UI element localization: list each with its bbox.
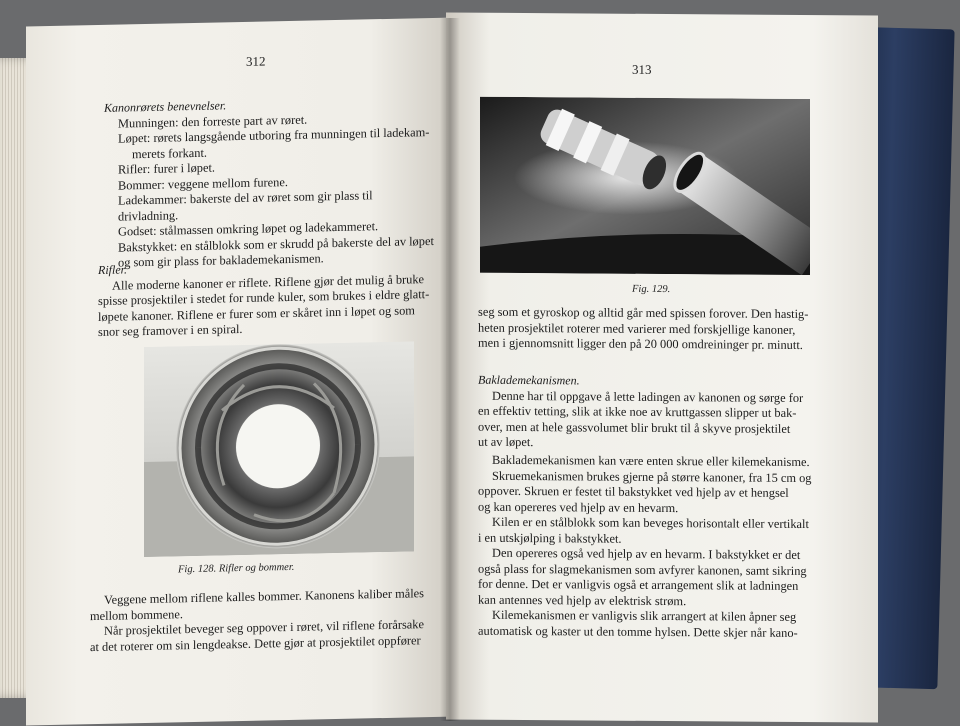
figure-caption-128: Fig. 128. Rifler og bommer. <box>178 561 295 576</box>
paragraph-line: Den opereres også ved hjelp av en hevarm. I bakstykket er det <box>492 545 801 562</box>
definition-line: Løpet: rørets langsgående utboring fra munningen til ladekam- <box>118 125 430 146</box>
paragraph-line: at det roterer om sin lengdeakse. Dette gjør at prosjektilet oppfører <box>90 632 421 654</box>
paragraph-line: over, men at hele gassvolumet blir brukt til å skyve prosjektilet <box>478 419 791 436</box>
gyroskop-paragraph <box>478 305 853 354</box>
rifler-section <box>98 256 438 341</box>
figure-caption-129: Fig. 129. <box>632 283 671 296</box>
paragraph-line: kan antennes ved hjelp av elektrisk strøm. <box>478 592 687 608</box>
kanonror-section <box>104 94 434 271</box>
paragraph-line: oppover. Skruen er festet til bakstykket ved hjelp av et hengsel <box>478 483 789 500</box>
projectile-photo <box>480 97 810 275</box>
definition-line: Rifler: furer i løpet. <box>118 160 216 177</box>
definition-line: Godset: stålmassen omkring løpet og ladekammeret. <box>118 219 379 239</box>
page-number-left: 312 <box>246 53 266 69</box>
paragraph-line: for denne. Det er vanligvis også et arrangement slik at ladningen <box>478 576 799 593</box>
heading-rifler: Rifler. <box>98 262 127 277</box>
definition-line: Munningen: den forreste part av røret. <box>118 112 308 131</box>
closing-paragraphs <box>90 586 445 655</box>
right-page <box>446 12 878 722</box>
page-number-right: 313 <box>632 61 652 77</box>
paragraph-line: Når prosjektilet beveger seg oppover i røret, vil riflene forårsake <box>104 617 424 638</box>
paragraph-line: Kilen er en stålblokk som kan beveges horisontalt eller vertikalt <box>492 514 809 532</box>
paragraph-line: Denne har til oppgave å lette ladingen av kanonen og sørge for <box>492 388 804 405</box>
left-page <box>26 17 456 725</box>
definition-line: Bommer: veggene mellom furene. <box>118 174 288 193</box>
book-gutter <box>440 18 460 721</box>
paragraph-line: løpete kanoner. Riflene er furer som er skåret inn i løpet og som <box>98 302 415 324</box>
paragraph-line: Alle moderne kanoner er riflete. Riflene gjør det mulig å bruke <box>112 271 425 293</box>
baklade-section <box>478 373 853 453</box>
paragraph-line: automatisk og kaster ut den tomme hylsen. Dette skjer når kano- <box>478 623 798 640</box>
definition-line: Ladekammer: bakerste del av røret som gir plass til drivladning. <box>118 188 373 224</box>
paragraph-line: Baklademekanismen kan være enten skrue eller kilemekanisme. <box>492 452 810 470</box>
paragraph-line: Skruemekanismen brukes gjerne på større kanoner, fra 15 cm og <box>492 468 812 485</box>
paragraph-line: Veggene mellom riflene kalles bommer. Kanonens kaliber måles <box>104 586 424 607</box>
paragraph-line: spisse prosjektiler i stedet for runde kuler, som brukes i eldre glatt- <box>98 287 430 308</box>
paragraph-line: men i gjennomsnitt ligger den på 20 000 omdreininger pr. minutt. <box>478 335 803 352</box>
paragraph-line: og kan opereres ved hjelp av en hevarm. <box>478 499 679 515</box>
mekanisme-paragraphs <box>478 453 853 642</box>
definition-line: merets forkant. <box>132 145 208 161</box>
paragraph-line: seg som et gyroskop og alltid går med spissen forover. Den hastig- <box>478 304 809 322</box>
paragraph-line: Kilemekanismen er vanligvis slik arrangert at kilen åpner seg <box>492 607 797 624</box>
paragraph-line: snor seg framover i en spiral. <box>98 321 243 339</box>
rifling-photo <box>144 341 414 557</box>
paragraph-line: mellom bommene. <box>90 606 183 623</box>
paragraph-line: en effektiv tetting, slik at ikke noe av kruttgassen slipper ut bak- <box>478 403 797 420</box>
paragraph-line: ut av løpet. <box>478 434 534 450</box>
paragraph-line: også plass for slagmekanismen som avfyrer kanonen, samt sikring <box>478 561 807 578</box>
paragraph-line: heten prosjektilet roterer med varierer med forskjellige kanoner, <box>478 320 796 337</box>
definition-line: Bakstykket: en stålblokk som er skrudd på bakerste del av løpet <box>118 233 434 255</box>
heading-baklademekanismen: Baklademekanismen. <box>478 372 580 388</box>
definition-line: og som gir plass for baklademekanismen. <box>118 251 324 270</box>
paragraph-line: i en utskjølping i bakstykket. <box>478 530 622 546</box>
heading-kanonror: Kanonrørets benevnelser. <box>104 98 227 115</box>
